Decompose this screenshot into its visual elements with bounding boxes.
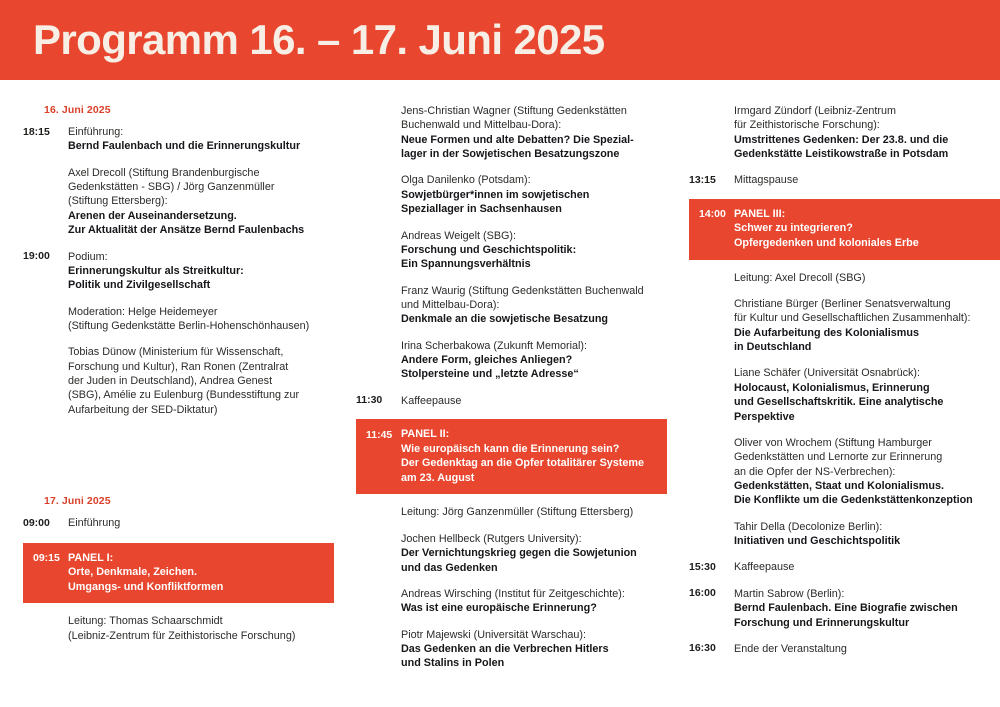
speaker-danilenko: [356, 173, 667, 216]
item-body: [734, 271, 1000, 285]
speaker-affiliation: an die Opfer der NS-Verbrechen):: [734, 465, 896, 478]
speaker-drecoll-ganzenmueller: [23, 166, 334, 238]
speaker-hellbeck: [356, 532, 667, 575]
item-time: 19:00: [23, 250, 50, 263]
item-title: Politik und Zivilgesellschaft: [68, 279, 211, 292]
talk-title: in Deutschland: [734, 341, 812, 354]
item-body: [68, 516, 334, 530]
program-header-banner: [0, 0, 1000, 80]
item-body: [68, 250, 334, 293]
panel-title: Opfergedenken und koloniales Erbe: [734, 237, 919, 250]
panelist-line: Tobias Dünow (Ministerium für Wissenschaft,: [68, 346, 284, 359]
item-time: 13:15: [689, 173, 716, 186]
program-column-2: [345, 104, 678, 671]
talk-title: und Stalins in Polen: [401, 657, 505, 670]
moderation-block: [23, 305, 334, 334]
panel-label: PANEL II:: [401, 428, 450, 441]
item-kind: Kaffeepause: [401, 394, 462, 407]
speaker-scherbakowa: [356, 339, 667, 382]
item-time: 16:30: [689, 642, 716, 655]
speaker-affiliation: Liane Schäfer (Universität Osnabrück):: [734, 367, 921, 380]
speaker-affiliation: Irina Scherbakowa (Zukunft Memorial):: [401, 339, 588, 352]
talk-title: Gedenkstätte Leistikowstraße in Potsdam: [734, 148, 949, 161]
column-spacer: [23, 429, 334, 495]
item-body: [734, 173, 1000, 187]
speaker-affiliation: für Kultur und Gesellschaftlichen Zusammenhalt):: [734, 312, 971, 325]
item-kind: Einführung:: [68, 126, 124, 138]
item-title: Erinnerungskultur als Streitkultur:: [68, 264, 244, 277]
panel-label: PANEL III:: [734, 207, 786, 220]
item-body: [734, 104, 1000, 161]
talk-title: Andere Form, gleiches Anliegen?: [401, 354, 573, 367]
speaker-affiliation: Jens-Christian Wagner (Stiftung Gedenkstätten: [401, 105, 627, 117]
item-body: [401, 173, 667, 216]
speaker-affiliation: Gedenkstätten und Lernorte zur Erinnerung: [734, 451, 943, 464]
panelist-line: der Juden in Deutschland), Andrea Genest: [68, 375, 273, 388]
panel-label: PANEL I:: [68, 551, 114, 564]
program-column-3: [678, 104, 1000, 656]
talk-title: Stolpersteine und „letzte Adresse“: [401, 368, 579, 381]
talk-title: Gedenkstätten, Staat und Kolonialismus.: [734, 479, 944, 492]
speaker-schaefer: [689, 366, 1000, 423]
talk-title: Der Vernichtungskrieg gegen die Sowjetunion: [401, 547, 637, 560]
schedule-item-1600: [689, 587, 1000, 630]
speaker-affiliation: Axel Drecoll (Stiftung Brandenburgische: [68, 166, 260, 179]
item-time: 09:00: [23, 516, 50, 529]
item-body: [401, 229, 667, 272]
chair-name: Leitung: Axel Drecoll (SBG): [734, 271, 866, 284]
panel-time: 14:00: [699, 208, 726, 221]
item-body: [68, 345, 334, 417]
item-body: [401, 104, 667, 161]
speaker-affiliation: Andreas Weigelt (SBG):: [401, 229, 517, 242]
schedule-item-1130: [356, 394, 667, 408]
speaker-affiliation: Piotr Majewski (Universität Warschau):: [401, 628, 586, 641]
item-body: [401, 505, 667, 519]
panel-ii-chair: [356, 505, 667, 519]
chair-name: Leitung: Thomas Schaarschmidt: [68, 615, 223, 628]
item-body: [734, 560, 1000, 574]
talk-title: und Gesellschaftskritik. Eine analytische: [734, 396, 944, 409]
speaker-waurig: [356, 284, 667, 327]
date-heading-16-juni: 16. Juni 2025: [44, 104, 111, 116]
schedule-item-1630: [689, 642, 1000, 656]
moderation-affiliation: (Stiftung Gedenkstätte Berlin-Hohenschönhausen): [68, 319, 310, 332]
panel-body: [68, 551, 324, 595]
program-column-1: [12, 104, 345, 643]
panel-title: Orte, Denkmale, Zeichen.: [68, 566, 198, 579]
talk-title: Perspektive: [734, 410, 795, 423]
speaker-affiliation: für Zeithistorische Forschung):: [734, 119, 880, 132]
item-time: 15:30: [689, 560, 716, 573]
speaker-affiliation: Christiane Bürger (Berliner Senatsverwaltung: [734, 298, 951, 311]
speaker-affiliation: und Mittelbau-Dora):: [401, 298, 500, 311]
talk-title: Holocaust, Kolonialismus, Erinnerung: [734, 381, 930, 394]
talk-title: Denkmale an die sowjetische Besatzung: [401, 313, 609, 326]
item-body: [401, 587, 667, 616]
talk-title: Speziallager in Sachsenhausen: [401, 203, 562, 216]
panel-title: Umgangs- und Konfliktformen: [68, 580, 224, 593]
speaker-della: [689, 520, 1000, 549]
schedule-item-1530: [689, 560, 1000, 574]
panelists-block: [23, 345, 334, 417]
talk-title: Initiativen und Geschichtspolitik: [734, 535, 901, 548]
talk-title: Bernd Faulenbach. Eine Biografie zwischen: [734, 602, 958, 615]
talk-title: Die Konflikte um die Gedenkstättenkonzeption: [734, 494, 973, 507]
panel-time: 09:15: [33, 552, 60, 565]
item-kind: Podium:: [68, 250, 108, 263]
item-body: [734, 587, 1000, 630]
panel-title: Der Gedenktag an die Opfer totalitärer Systeme: [401, 457, 645, 470]
speaker-majewski: [356, 628, 667, 671]
schedule-item-1900: [23, 250, 334, 293]
panel-title: am 23. August: [401, 471, 475, 484]
panelist-line: (SBG), Amélie zu Eulenburg (Bundesstiftung zur: [68, 389, 300, 402]
talk-title: Die Aufarbeitung des Kolonialismus: [734, 326, 919, 339]
talk-title: Sowjetbürger*innen im sowjetischen: [401, 188, 590, 201]
talk-title: Umstrittenes Gedenken: Der 23.8. und die: [734, 133, 949, 146]
speaker-affiliation: Franz Waurig (Stiftung Gedenkstätten Buchenwald: [401, 284, 644, 297]
panel-title: Wie europäisch kann die Erinnerung sein?: [401, 442, 620, 455]
item-time: 18:15: [23, 125, 50, 138]
item-body: [401, 628, 667, 671]
moderation-name: Moderation: Helge Heidemeyer: [68, 305, 218, 318]
item-kind: Kaffeepause: [734, 561, 795, 574]
talk-title: Forschung und Geschichtspolitik:: [401, 243, 577, 256]
item-title: Bernd Faulenbach und die Erinnerungskultur: [68, 140, 301, 153]
speaker-affiliation: Irmgard Zündorf (Leibniz-Zentrum: [734, 105, 897, 117]
speaker-von-wrochem: [689, 436, 1000, 508]
panel-body: [734, 207, 990, 251]
panel-iii-highlight-box: [689, 199, 1000, 260]
speaker-affiliation: Martin Sabrow (Berlin):: [734, 587, 845, 600]
talk-title: Was ist eine europäische Erinnerung?: [401, 602, 597, 615]
item-body: [734, 642, 1000, 656]
panel-time: 11:45: [366, 428, 393, 441]
item-body: [734, 366, 1000, 423]
date-heading-17-juni: 17. Juni 2025: [44, 495, 111, 508]
item-body: [401, 339, 667, 382]
schedule-item-1815: [23, 125, 334, 154]
speaker-affiliation: Gedenkstätten - SBG) / Jörg Ganzenmüller: [68, 181, 275, 194]
speaker-affiliation: Andreas Wirsching (Institut für Zeitgeschichte):: [401, 587, 625, 600]
speaker-zuendorf: [689, 104, 1000, 161]
talk-title: lager in der Sowjetischen Besatzungszone: [401, 148, 620, 161]
talk-title: Forschung und Erinnerungskultur: [734, 616, 910, 629]
item-body: [68, 125, 334, 154]
talk-title: und das Gedenken: [401, 561, 498, 574]
talk-title: Neue Formen und alte Debatten? Die Spezial-: [401, 133, 634, 146]
page-title: Programm 16. – 17. Juni 2025: [33, 16, 605, 63]
speaker-affiliation: Tahir Della (Decolonize Berlin):: [734, 520, 883, 533]
panelist-line: Aufarbeitung der SED-Diktatur): [68, 403, 218, 416]
chair-name: Leitung: Jörg Ganzenmüller (Stiftung Ettersberg): [401, 506, 634, 519]
panel-i-highlight-box: [23, 543, 334, 604]
speaker-affiliation: Jochen Hellbeck (Rutgers University):: [401, 532, 582, 545]
panel-ii-highlight-box: [356, 419, 667, 494]
speaker-affiliation: Oliver von Wrochem (Stiftung Hamburger: [734, 436, 932, 449]
talk-title: Zur Aktualität der Ansätze Bernd Faulenbachs: [68, 224, 305, 237]
item-body: [68, 614, 334, 643]
item-kind: Einführung: [68, 517, 121, 530]
schedule-item-0900: [23, 516, 334, 530]
panel-body: [401, 427, 657, 485]
panelist-line: Forschung und Kultur), Ran Ronen (Zentralrat: [68, 360, 289, 373]
speaker-affiliation: Olga Danilenko (Potsdam):: [401, 174, 531, 187]
item-kind: Mittagspause: [734, 174, 799, 187]
talk-title: Ein Spannungsverhältnis: [401, 258, 531, 271]
program-columns: [0, 80, 1000, 671]
chair-affiliation: (Leibniz-Zentrum für Zeithistorische Forschung): [68, 629, 296, 642]
item-time: 11:30: [356, 394, 383, 407]
item-body: [734, 520, 1000, 549]
panel-i-chair: [23, 614, 334, 643]
talk-title: Das Gedenken an die Verbrechen Hitlers: [401, 643, 609, 656]
item-body: [68, 305, 334, 334]
item-body: [68, 166, 334, 238]
item-body: [401, 532, 667, 575]
item-kind: Ende der Veranstaltung: [734, 642, 847, 655]
speaker-wagner: [356, 104, 667, 161]
speaker-weigelt: [356, 229, 667, 272]
speaker-affiliation: Buchenwald und Mittelbau-Dora):: [401, 119, 562, 132]
item-body: [401, 284, 667, 327]
item-body: [734, 297, 1000, 354]
item-body: [401, 394, 667, 408]
schedule-item-1315: [689, 173, 1000, 187]
panel-title: Schwer zu integrieren?: [734, 222, 853, 235]
speaker-buerger: [689, 297, 1000, 354]
item-body: [734, 436, 1000, 508]
item-time: 16:00: [689, 587, 716, 600]
talk-title: Arenen der Auseinandersetzung.: [68, 209, 237, 222]
speaker-affiliation: (Stiftung Ettersberg):: [68, 195, 168, 208]
speaker-wirsching: [356, 587, 667, 616]
panel-iii-chair: [689, 271, 1000, 285]
